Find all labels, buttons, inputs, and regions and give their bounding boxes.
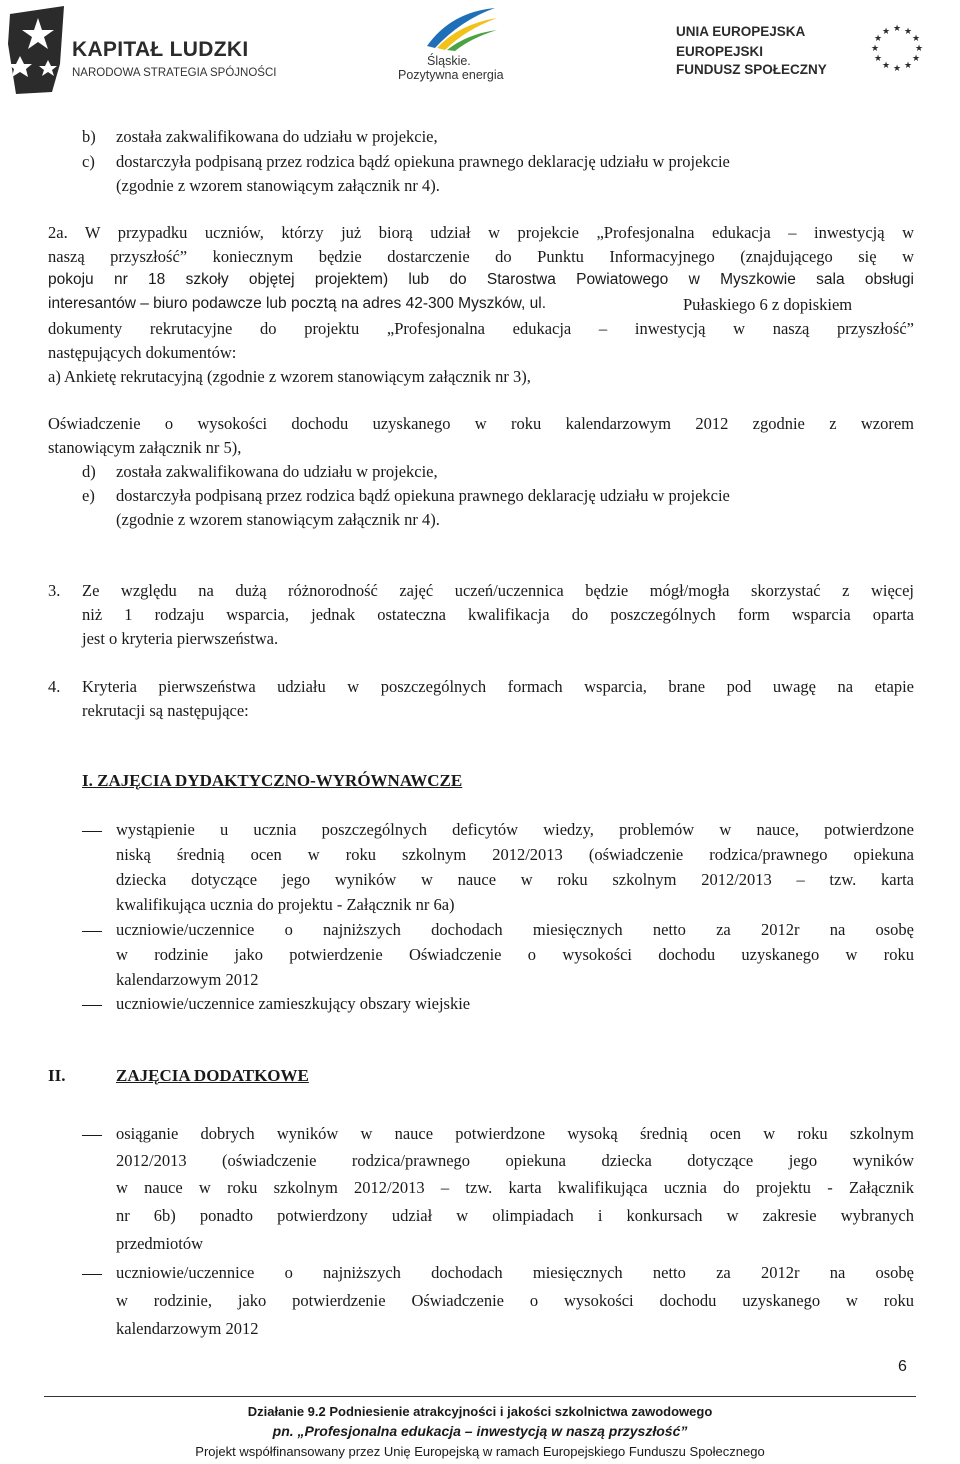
slaskie-swoosh-icon xyxy=(421,4,501,52)
point-3-line2: niż 1 rodzaju wsparcia, jednak ostateczna kwalifikacja do poszczególnych form wsparcia oparta xyxy=(82,605,914,624)
s1-item1-line4: kwalifikująca ucznia do projektu - Załącznik nr 6a) xyxy=(116,895,455,914)
kapital-ludzki-title: KAPITAŁ LUDZKI xyxy=(72,38,249,61)
point-3-number: 3. xyxy=(48,581,61,600)
svg-text:★: ★ xyxy=(911,54,921,64)
point-3-line1: Ze względu na dużą różnorodność zajęć uczeń/uczennica będzie mógł/mogła skorzystać z więcej xyxy=(82,581,914,600)
item-c-text-2: (zgodnie z wzorem stanowiącym załącznik nr 4). xyxy=(116,176,440,195)
para-2a-line4: interesantów – biuro podawcze lub pocztą na adres 42-300 Myszków, ul. xyxy=(48,295,547,312)
s1-item2-line2: w rodzinie jako potwierdzenie Oświadczenie o wysokości dochodu uzyskanego w roku xyxy=(116,945,914,964)
footer-line1: Działanie 9.2 Podniesienie atrakcyjności i jakości szkolnictwa zawodowego xyxy=(247,1404,713,1419)
bullet-dash xyxy=(82,1135,102,1136)
s2-item2-line3: kalendarzowym 2012 xyxy=(116,1319,259,1338)
svg-text:★: ★ xyxy=(873,34,883,44)
point-4-number: 4. xyxy=(48,677,61,696)
bullet-dash xyxy=(82,831,102,832)
s1-item3-line1: uczniowie/uczennice zamieszkujący obszary wiejskie xyxy=(116,994,471,1013)
para-2a-line3: pokoju nr 18 szkoły objętej projektem) lub do Starostwa Powiatowego w Myszkowie sala obsługi xyxy=(48,271,914,288)
item-d-text: została zakwalifikowana do udziału w projekcie, xyxy=(116,462,438,481)
item-e-label: e) xyxy=(82,486,95,505)
page-number: 6 xyxy=(898,1358,907,1375)
section-1-title: I. ZAJĘCIA DYDAKTYCZNO-WYRÓWNAWCZE xyxy=(82,771,463,790)
footer-divider xyxy=(44,1396,916,1397)
svg-text:★: ★ xyxy=(892,64,902,74)
bullet-dash xyxy=(82,1005,102,1006)
page-header xyxy=(0,0,960,100)
item-e-text-2: (zgodnie z wzorem stanowiącym załącznik nr 4). xyxy=(116,510,440,529)
para-2a-line6: następujących dokumentów: xyxy=(48,343,237,362)
s2-item2-line2: w rodzinie, jako potwierdzenie Oświadczenie o wysokości dochodu uzyskanego w roku xyxy=(116,1291,914,1310)
para-2a-line2: naszą przyszłość” koniecznym będzie dostarczenie do Punktu Informacyjnego (znajdującego się w xyxy=(48,247,914,266)
svg-text:★: ★ xyxy=(881,61,891,71)
eu-stars-icon xyxy=(864,22,930,78)
eu-line2: EUROPEJSKI xyxy=(676,44,764,59)
s2-item1-line4: nr 6b) ponadto potwierdzony udział w olimpiadach i konkursach w zakresie wybranych xyxy=(116,1206,914,1225)
svg-text:★: ★ xyxy=(892,24,902,34)
s1-item1-line3: dziecka dotyczące jego wyników w nauce w roku szkolnym 2012/2013 – tzw. karta xyxy=(116,870,914,889)
statement-line2: stanowiącym załącznik nr 5), xyxy=(48,438,242,457)
point-3-line3: jest o kryteria pierwszeństwa. xyxy=(82,629,279,648)
svg-text:★: ★ xyxy=(911,34,921,44)
svg-text:★: ★ xyxy=(914,44,924,54)
item-e-text-1: dostarczyła podpisaną przez rodzica bądź opiekuna prawnego deklarację udziału w projekcie xyxy=(116,486,730,505)
s2-item1-line2: 2012/2013 (oświadczenie rodzica/prawnego opiekuna dziecka dotyczące jego wyników xyxy=(116,1151,914,1170)
svg-text:★: ★ xyxy=(903,61,913,71)
point-4-line1: Kryteria pierwszeństwa udziału w poszczególnych formach wsparcia, brane pod uwagę na etapie xyxy=(82,677,914,696)
s1-item2-line1: uczniowie/uczennice o najniższych dochodach miesięcznych netto za 2012r na osobę xyxy=(116,920,914,939)
kapital-ludzki-subtitle: NARODOWA STRATEGIA SPÓJNOŚCI xyxy=(72,67,277,79)
s2-item1-line1: osiąganie dobrych wyników w nauce potwierdzone wysoką średnią ocen w roku szkolnym xyxy=(116,1124,914,1143)
s1-item1-line1: wystąpienie u ucznia poszczególnych deficytów wiedzy, problemów w nauce, potwierdzone xyxy=(116,820,914,839)
item-b-text: została zakwalifikowana do udziału w projekcie, xyxy=(116,127,438,146)
item-c-text-1: dostarczyła podpisaną przez rodzica bądź opiekuna prawnego deklarację udziału w projekcie xyxy=(116,152,730,171)
para-2a-line7: a) Ankietę rekrutacyjną (zgodnie z wzorem stanowiącym załącznik nr 3), xyxy=(48,367,531,386)
section-2-title: ZAJĘCIA DODATKOWE xyxy=(116,1066,309,1085)
s2-item1-line5: przedmiotów xyxy=(116,1234,204,1253)
slaskie-logo xyxy=(395,4,525,94)
svg-text:★: ★ xyxy=(870,44,880,54)
footer-line2: pn. „Profesjonalna edukacja – inwestycją w naszą przyszłość” xyxy=(272,1423,688,1439)
kapital-ludzki-logo xyxy=(6,4,277,100)
para-2a-line5: dokumenty rekrutacyjne do projektu „Profesjonalna edukacja – inwestycją w naszą przyszłość” xyxy=(48,319,914,338)
item-c-label: c) xyxy=(82,152,95,171)
bullet-dash xyxy=(82,1274,102,1275)
item-b-label: b) xyxy=(82,127,96,146)
para-2a-line4-end: Pułaskiego 6 z dopiskiem xyxy=(683,295,853,314)
bullet-dash xyxy=(82,931,102,932)
svg-text:★: ★ xyxy=(881,27,891,37)
slaskie-tagline: Pozytywna energia xyxy=(398,68,504,82)
point-4-line2: rekrutacji są następujące: xyxy=(82,701,249,720)
para-2a-line1: 2a. W przypadku uczniów, którzy już biorą udział w projekcie „Profesjonalna edukacja – inwestycją w xyxy=(48,223,914,242)
slaskie-name: Śląskie. xyxy=(427,54,471,68)
s2-item1-line3: w nauce w roku szkolnym 2012/2013 – tzw. karta kwalifikująca ucznia do projektu - Załącznik xyxy=(116,1178,914,1197)
s1-item2-line3: kalendarzowym 2012 xyxy=(116,970,259,989)
kapital-ludzki-star-icon xyxy=(6,4,68,96)
section-2-number: II. xyxy=(48,1066,66,1085)
eu-line3: FUNDUSZ SPOŁECZNY xyxy=(676,62,827,77)
footer-line3: Projekt współfinansowany przez Unię Europejską w ramach Europejskiego Funduszu Społecznego xyxy=(195,1444,765,1459)
eu-logo xyxy=(676,22,936,92)
s2-item2-line1: uczniowie/uczennice o najniższych dochodach miesięcznych netto za 2012r na osobę xyxy=(116,1263,914,1282)
statement-line1: Oświadczenie o wysokości dochodu uzyskanego w roku kalendarzowym 2012 zgodnie z wzorem xyxy=(48,414,914,433)
svg-text:★: ★ xyxy=(903,27,913,37)
eu-line1: UNIA EUROPEJSKA xyxy=(676,24,806,39)
svg-text:★: ★ xyxy=(873,54,883,64)
item-d-label: d) xyxy=(82,462,96,481)
s1-item1-line2: niską średnią ocen w roku szkolnym 2012/2013 (oświadczenie rodzica/prawnego opiekuna xyxy=(116,845,914,864)
